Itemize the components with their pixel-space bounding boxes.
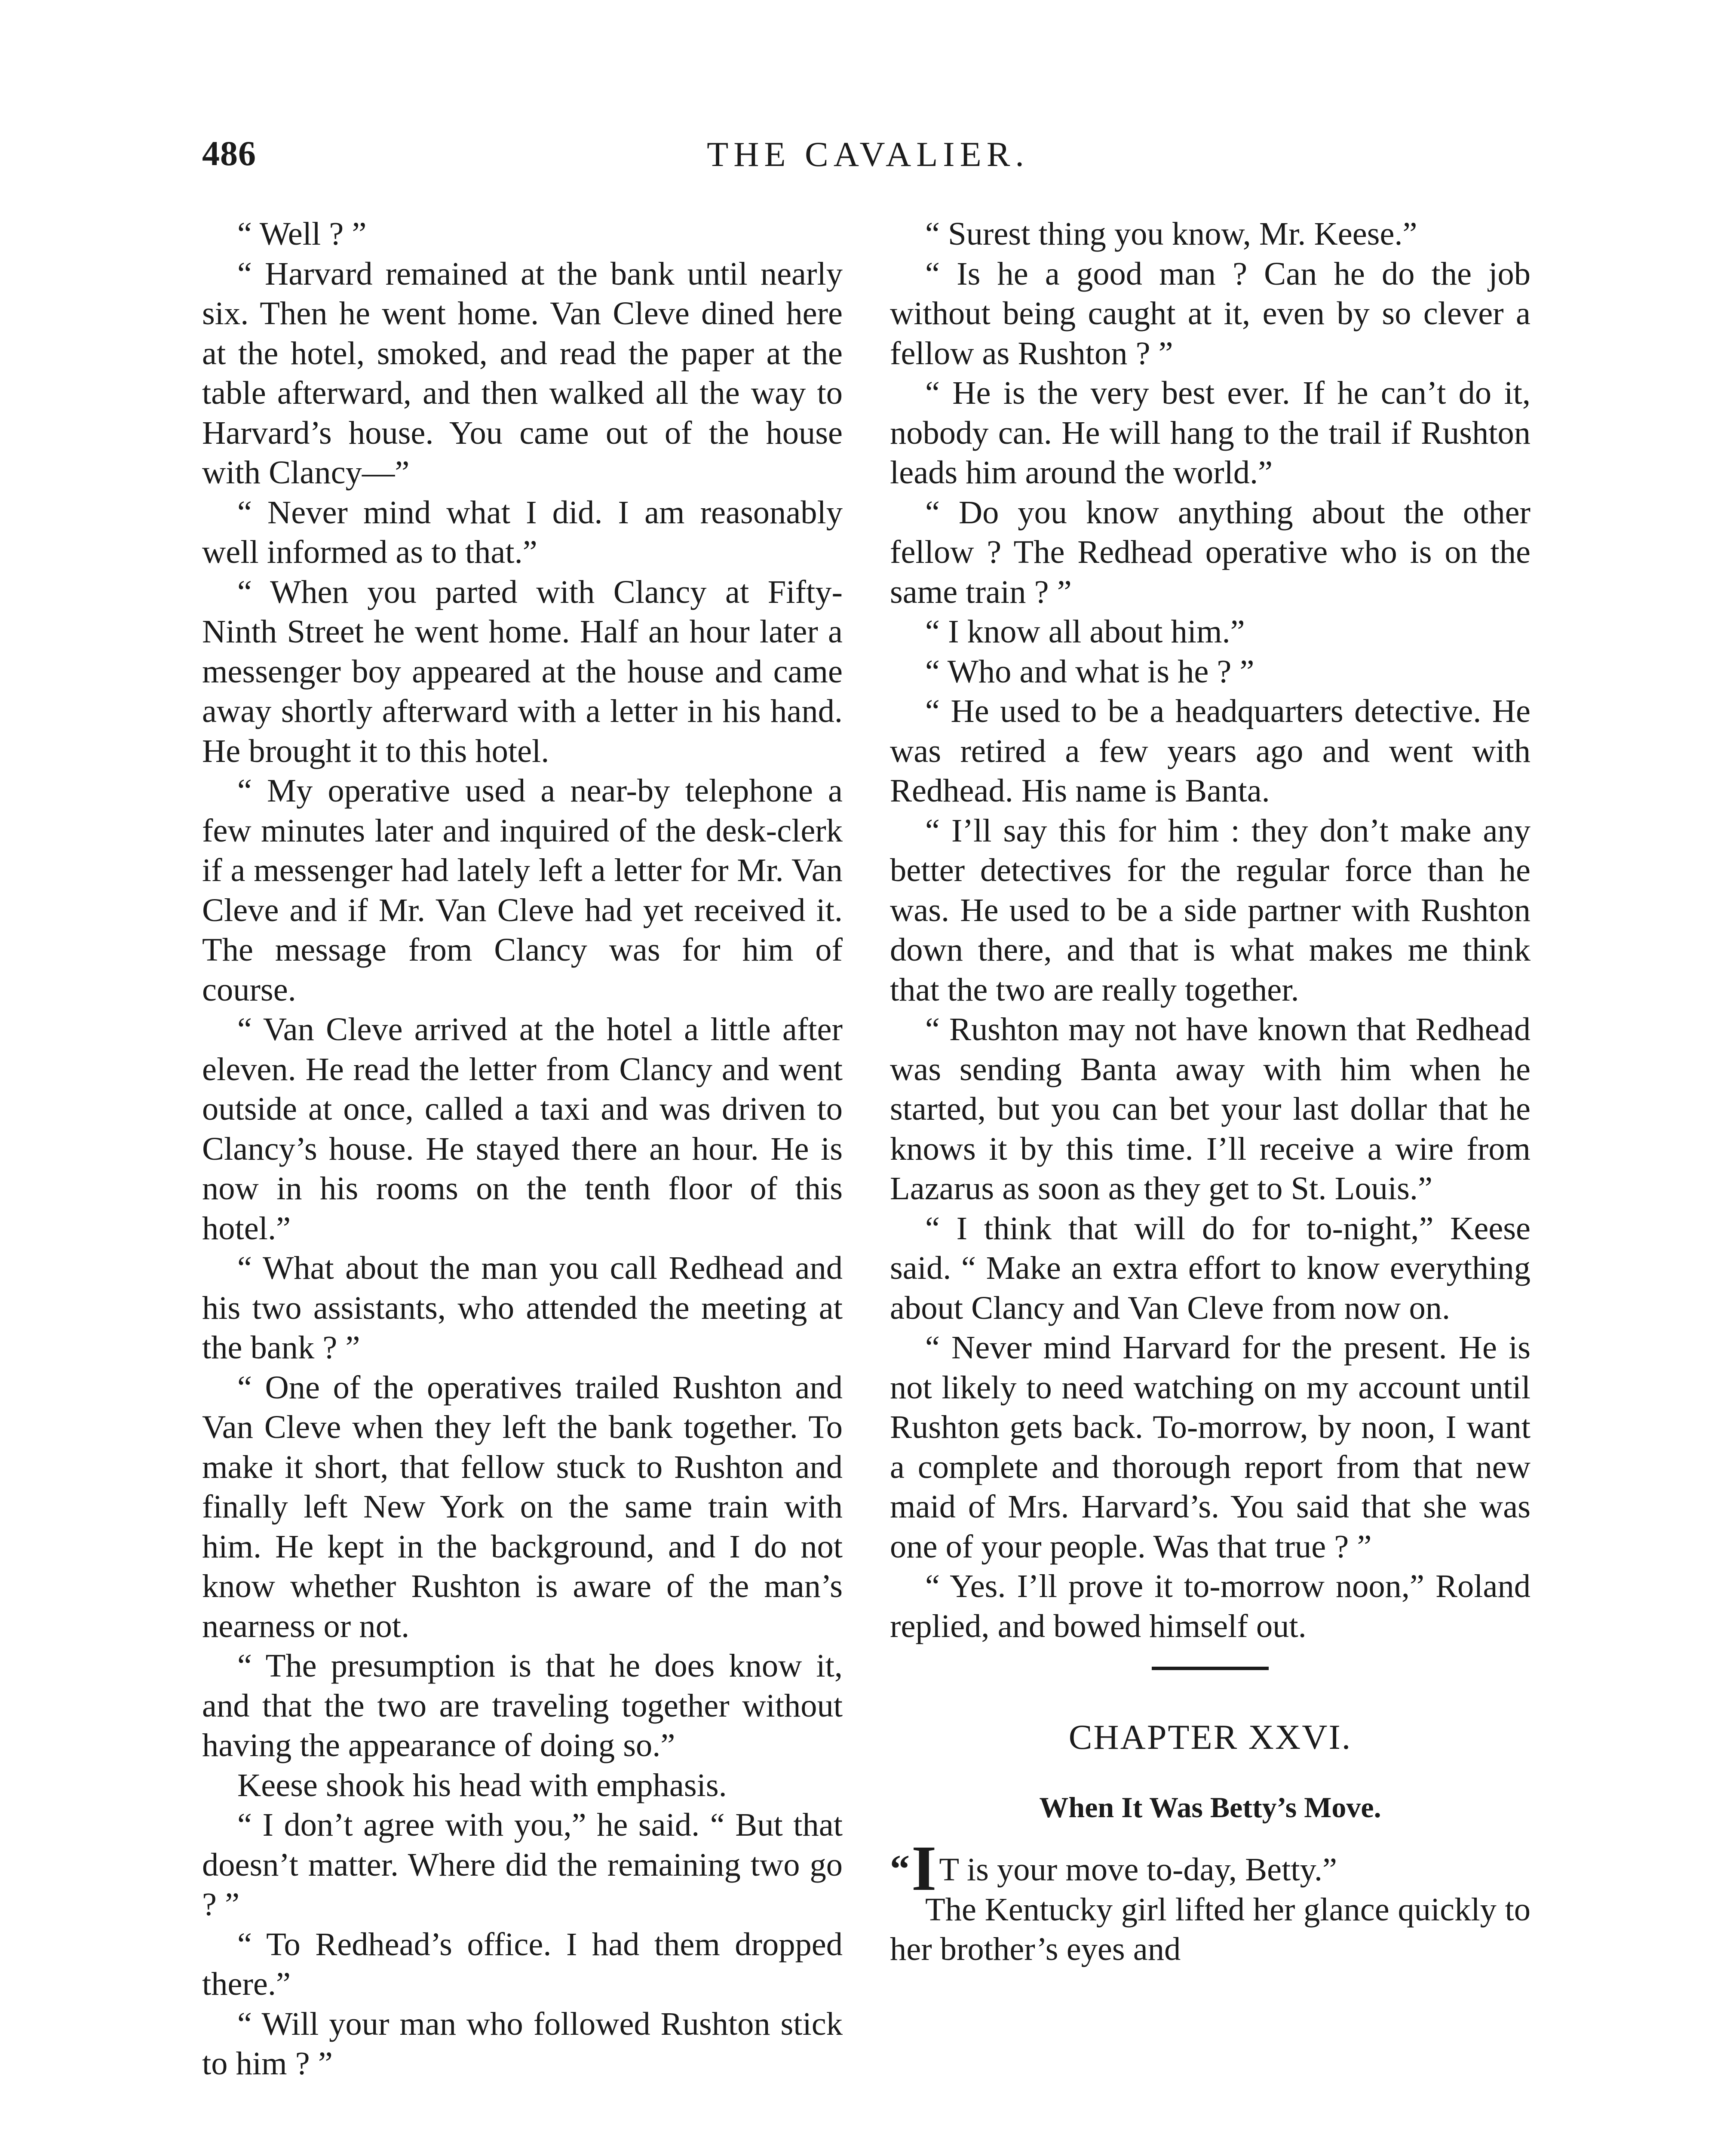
paragraph: “ He used to be a headquarters detective. He was retired a few years ago and went with Redhead. His name is Banta. (890, 693, 1531, 809)
paragraph: “ The presumption is that he does know it, and that the two are traveling together without having the appearance of doing so.” (202, 1647, 843, 1763)
paragraph: “ I’ll say this for him : they don’t make any better detectives for the regular force than he was. He used to be a side partner with Rushton down there, and that is what makes me think that the two are really together. (890, 812, 1531, 1008)
paragraph: “ Never mind what I did. I am reasonably well informed as to that.” (202, 494, 843, 570)
paragraph: “ Never mind Harvard for the present. He is not likely to need watching on my account until Rushton gets back. To-morrow, by noon, I want a complete and thorough report from that new maid of Mrs. Harvard’s. You said that she was one of your people. Was that true ? ” (890, 1329, 1531, 1565)
drop-cap: I (911, 1833, 937, 1904)
section-divider (1152, 1667, 1269, 1670)
paragraph: “ What about the man you call Redhead and his two assistants, who attended the meeting at the bank ? ” (202, 1250, 843, 1366)
paragraph: “ Yes. I’ll prove it to-morrow noon,” Roland replied, and bowed himself out. (890, 1568, 1531, 1644)
right-column (890, 214, 1531, 1969)
running-title: THE CAVALIER. (707, 135, 1029, 174)
paragraph: “ Well ? ” (237, 215, 367, 252)
opening-text: T is your move to-day, Betty.” (939, 1851, 1337, 1888)
paragraph: “ Do you know anything about the other fellow ? The Redhead operative who is on the same train ? ” (890, 494, 1531, 610)
paragraph: “ When you parted with Clancy at Fifty-Ninth Street he went home. Half an hour later a messenger boy appeared at the house and came away shortly afterward with a letter in his hand. He brought it to this hotel. (202, 573, 843, 769)
paragraph: “ One of the operatives trailed Rushton and Van Cleve when they left the bank together. To make it short, that fellow stuck to Rushton and finally left New York on the same train with him. He kept in the background, and I do not know whether Rushton is aware of the man’s nearness or not. (202, 1369, 843, 1644)
chapter-heading: CHAPTER XXVI. (1068, 1717, 1352, 1757)
paragraph: “ I know all about him.” (925, 613, 1245, 650)
paragraph: Keese shook his head with emphasis. (237, 1766, 727, 1803)
left-column (202, 214, 843, 2084)
paragraph: “ Van Cleve arrived at the hotel a little after eleven. He read the letter from Clancy and went outside at once, called a taxi and was driven to Clancy’s house. He stayed there an hour. He is now in his rooms on the tenth floor of this hotel.” (202, 1011, 843, 1247)
paragraph: The Kentucky girl lifted her glance quickly to her brother’s eyes and (890, 1891, 1531, 1967)
paragraph: “ Rushton may not have known that Redhead was sending Banta away with him when he started, but you can bet your last dollar that he knows it by this time. I’ll receive a wire from Lazarus as soon as they get to St. Louis.” (890, 1011, 1531, 1207)
opening-quote-mark: “ (890, 1847, 910, 1891)
paragraph: “ Harvard remained at the bank until nearly six. Then he went home. Van Cleve dined here at the hotel, smoked, and read the paper at the table afterward, and then walked all the way to Harvard’s house. You came out of the house with Clancy—” (202, 255, 843, 491)
paragraph: “ Who and what is he ? ” (925, 653, 1254, 690)
paragraph: “ My operative used a near-by telephone a few minutes later and inquired of the desk-clerk if a messenger had lately left a letter for Mr. Van Cleve and if Mr. Van Cleve had yet received it. The message from Clancy was for him of course. (202, 772, 843, 1008)
chapter-subtitle: When It Was Betty’s Move. (1039, 1791, 1381, 1824)
paragraph: “ To Redhead’s office. I had them dropped there.” (202, 1926, 843, 2002)
paragraph: “ Is he a good man ? Can he do the job without being caught at it, even by so clever a fellow as Rushton ? ” (890, 255, 1531, 372)
page-number: 486 (202, 134, 256, 173)
paragraph: “ Will your man who followed Rushton stick to him ? ” (202, 2005, 843, 2082)
page-header (0, 0, 1736, 189)
paragraph: “ Surest thing you know, Mr. Keese.” (925, 215, 1417, 252)
paragraph: “ I don’t agree with you,” he said. “ But that doesn’t matter. Where did the remaining two go ? ” (202, 1806, 843, 1923)
paragraph: “ He is the very best ever. If he can’t do it, nobody can. He will hang to the trail if Rushton leads him around the world.” (890, 375, 1531, 491)
paragraph: “ I think that will do for to-night,” Keese said. “ Make an extra effort to know everything about Clancy and Van Cleve from now on. (890, 1210, 1531, 1326)
chapter-opening-paragraph (890, 1833, 1531, 1904)
